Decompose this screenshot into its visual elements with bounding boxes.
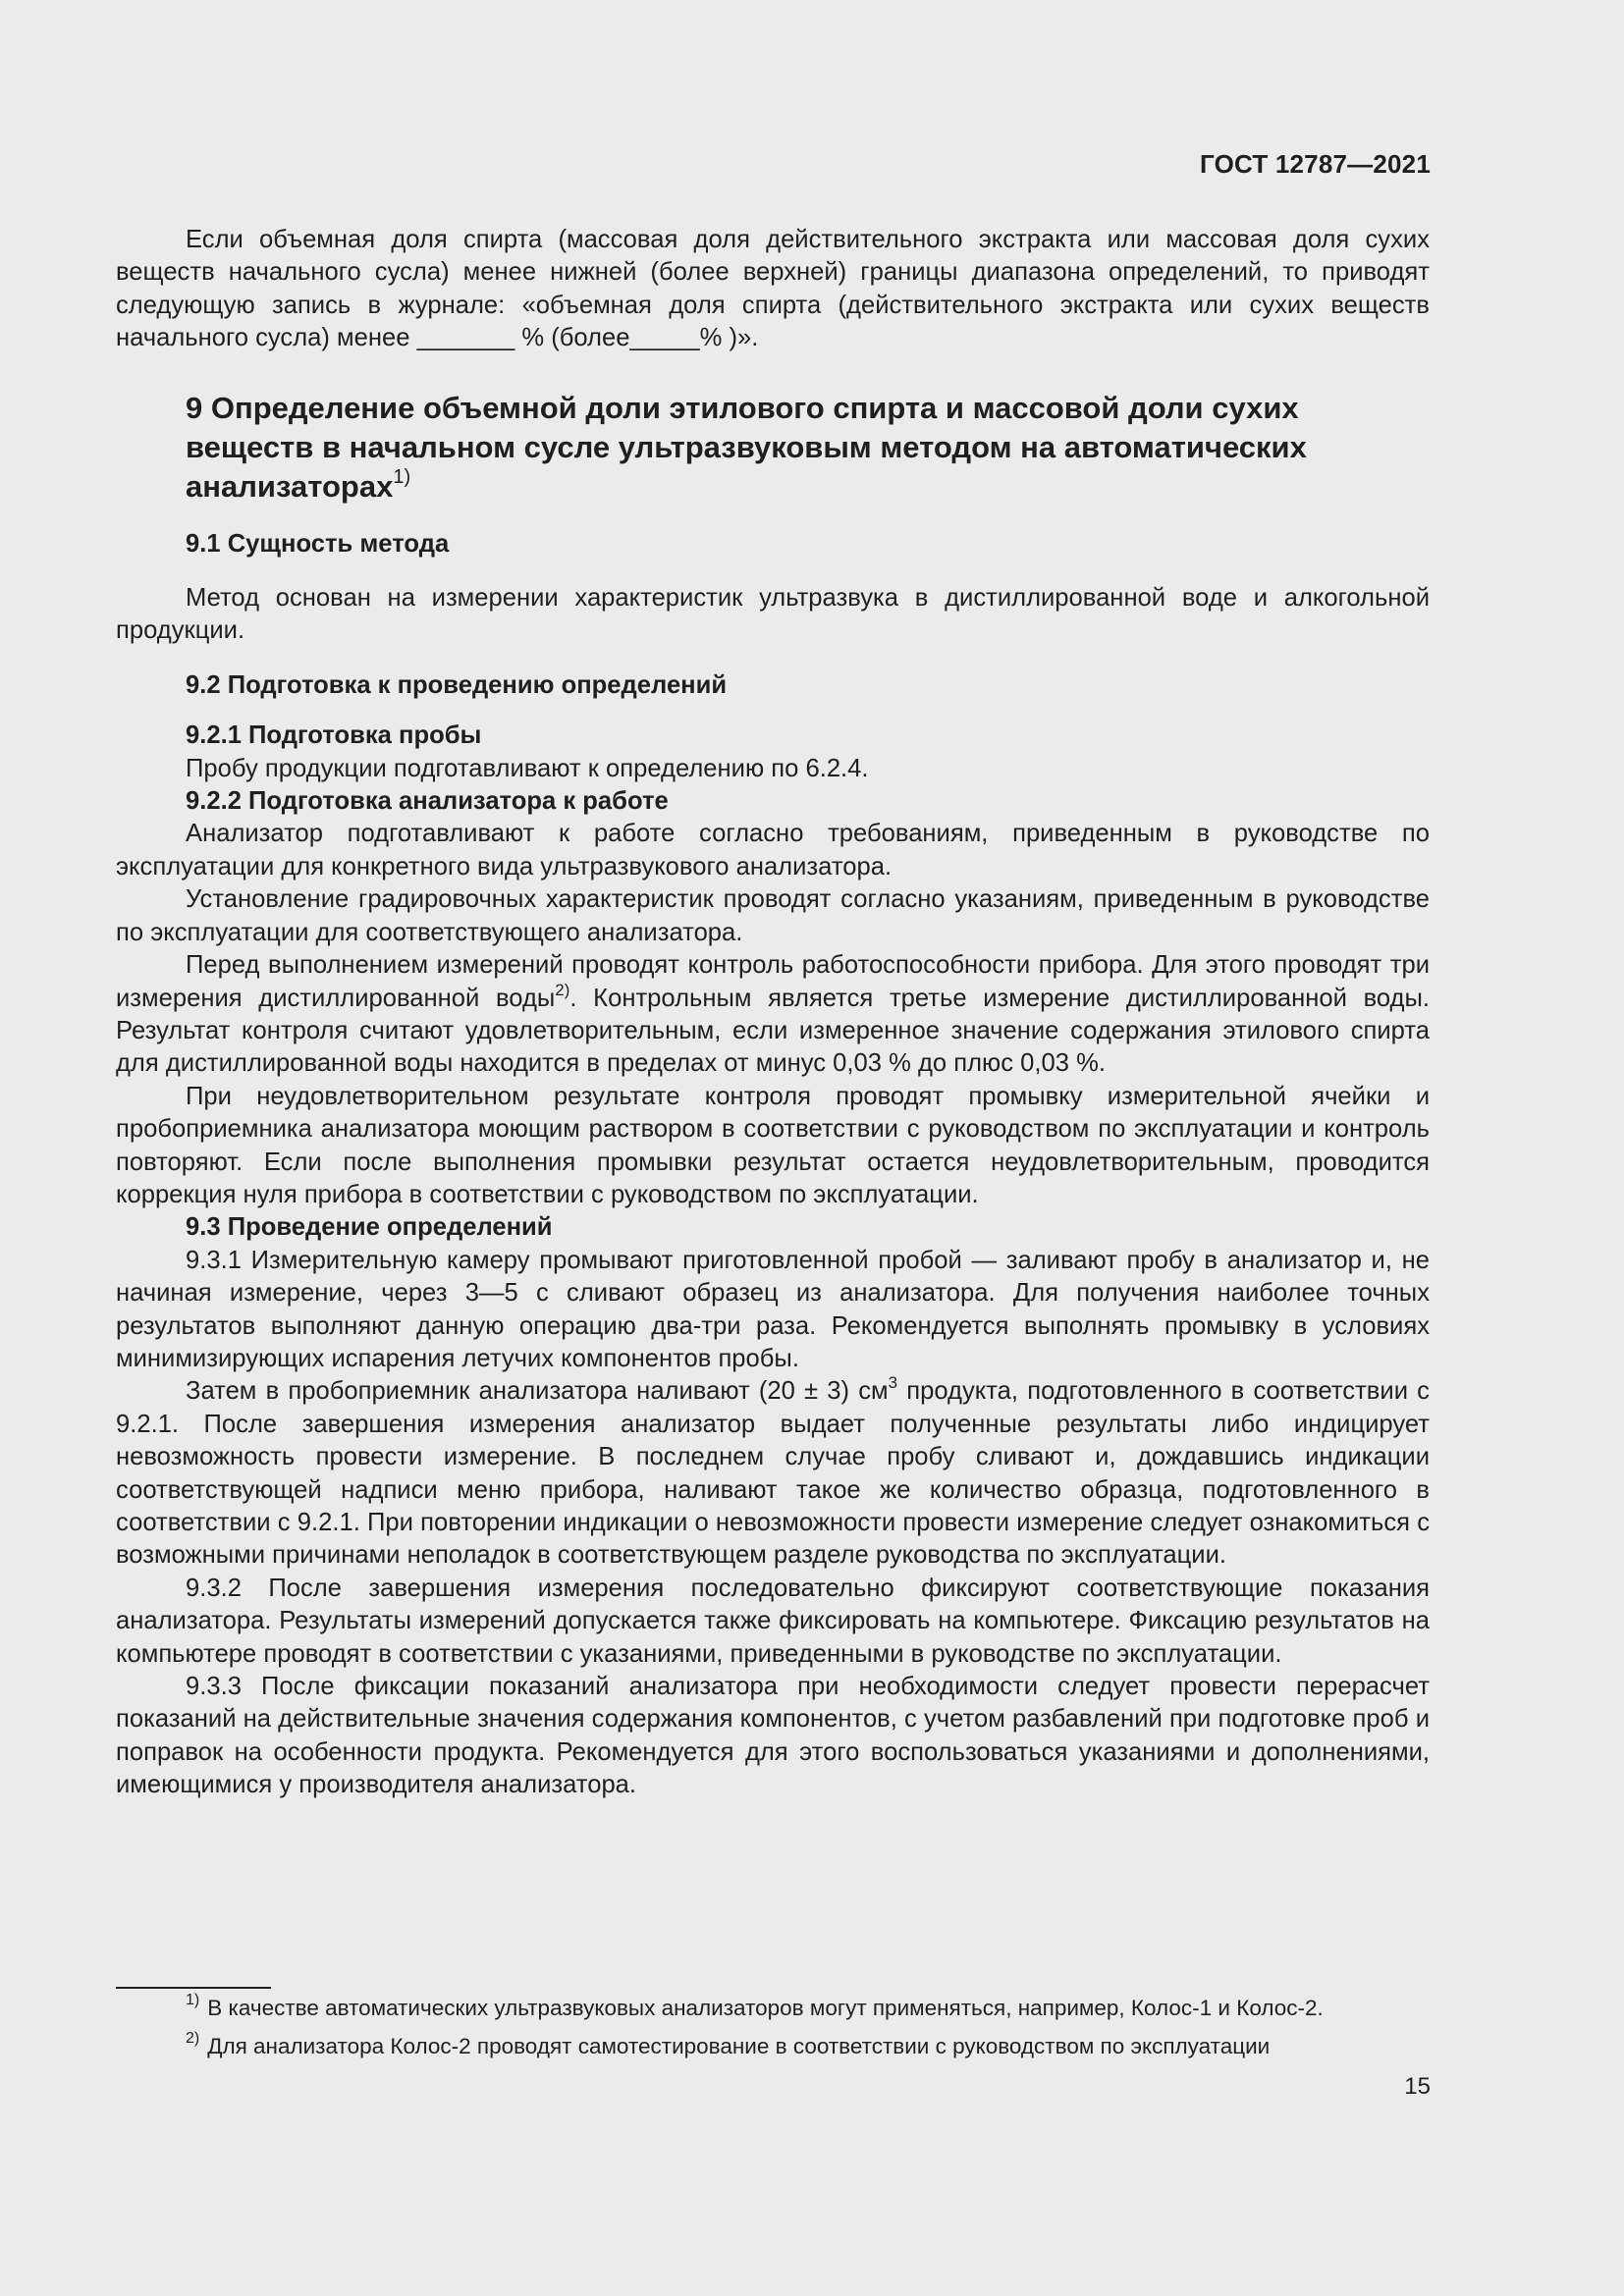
section-9-2-1-heading: 9.2.1 Подготовка пробы bbox=[186, 721, 482, 750]
paragraph-part-b: продукта, подготовленного в соответствии с 9.2.1. После завершения измерения анализатор выдает полученные результаты либо индицирует невозможность провести измерение. В последнем случае пробу сливают и, дождавшись индикации соответствующей надписи меню прибора, наливают такое же количество образца, подготовленного в соответствии с 9.2.1. При повторении индикации о невозможности провести измерение следует ознакомиться с возможными причинами неполадок в соответствующем разделе руководства по эксплуатации. bbox=[116, 1377, 1430, 1570]
section-9-title-text: 9 Определение объемной доли этилового спирта и массовой доли сухих веществ в начальном сусле ультразвуковым методом на автоматических анализаторах bbox=[186, 390, 1307, 504]
footnote-2-marker: 2) bbox=[186, 2030, 200, 2047]
footnote-1 bbox=[116, 1989, 1430, 2027]
section-9-3-1-paragraph: 9.3.1 Измерительную камеру промывают приготовленной пробой — заливают пробу в анализатор и, не начиная измерение, через 3—5 с сливают образец из анализатора. Для получения наиболее точных результатов выполняют данную операцию два-три раза. Рекомендуется выполнять промывку в условиях минимизирующих испарения летучих компонентов пробы. bbox=[116, 1246, 1430, 1372]
footnotes-area bbox=[116, 1987, 1430, 2065]
section-9-2-1-text: Пробу продукции подготавливают к определению по 6.2.4. bbox=[186, 754, 869, 782]
section-9-1-text: Метод основан на измерении характеристик ультразвука в дистиллированной воде и алкогольной продукции. bbox=[116, 584, 1430, 645]
footnote-2-text: Для анализатора Колос-2 проводят самотестирование в соответствии с руководством по эксплуатации bbox=[207, 2034, 1271, 2058]
section-9-3-2-paragraph: 9.3.2 После завершения измерения последовательно фиксируют соответствующие показания анализатора. Результаты измерений допускается также фиксировать на компьютере. Фиксацию результатов на компьютере проводят в соответствии с указаниями, приведенными в руководстве по эксплуатации. bbox=[116, 1574, 1430, 1668]
footnote-ref-1: 1) bbox=[393, 465, 411, 488]
footnote-1-marker: 1) bbox=[186, 1992, 200, 2008]
paragraph-3-part-a: Перед выполнением измерений проводят контроль работоспособности прибора. Для этого проводят три измерения дистиллированной воды bbox=[116, 951, 1430, 1012]
footnote-ref-2: 2) bbox=[555, 980, 570, 999]
section-9-2-2-paragraph-4: При неудовлетворительном результате контроля проводят промывку измерительной ячейки и пробоприемника анализатора моющим раствором в соответствии с руководством по эксплуатации и контроль повторяют. Если после выполнения промывки результат остается неудовлетворительным, проводится коррекция нуля прибора в соответствии с руководством по эксплуатации. bbox=[116, 1082, 1430, 1208]
section-9-3-1-paragraph-2 bbox=[116, 1375, 1430, 1572]
cubic-superscript: 3 bbox=[888, 1373, 898, 1393]
paragraph-3-part-b: . Контрольным является третье измерение дистиллированной воды. Результат контроля считают удовлетворительным, если измеренное значение содержания этилового спирта для дистиллированной воды находится в пределах от минус 0,03 % до плюс 0,03 %. bbox=[116, 984, 1430, 1078]
section-9-title bbox=[116, 389, 1430, 507]
page-number: 15 bbox=[1404, 2073, 1431, 2100]
document-code-header: ГОСТ 12787—2021 bbox=[1200, 149, 1431, 179]
section-9-3-3-paragraph: 9.3.3 После фиксации показаний анализатора при необходимости следует провести перерасчет показаний на действительные значения содержания компонентов, с учетом разбавлений при подготовке проб и поправок на особенности продукта. Рекомендуется для этого воспользоваться указаниями и дополнениями, имеющимися у производителя анализатора. bbox=[116, 1673, 1430, 1799]
footnote-2 bbox=[116, 2027, 1430, 2065]
section-9-3-heading: 9.3 Проведение определений bbox=[186, 1213, 553, 1242]
section-9-2-2-paragraph-2: Установление градировочных характеристик проводят согласно указаниям, приведенным в руководстве по эксплуатации для соответствующего анализатора. bbox=[116, 885, 1430, 946]
intro-paragraph: Если объемная доля спирта (массовая доля действительного экстракта или массовая доля сухих веществ начального сусла) менее нижней (более верхней) границы диапазона определений, то приводят следующую запись в журнале: «объемная доля спирта (действительного экстракта или сухих веществ начального сусла) менее _______ % (более_____% )». bbox=[116, 226, 1430, 352]
paragraph-part-a: Затем в пробоприемник анализатора наливают (20 ± 3) см bbox=[186, 1377, 889, 1406]
section-9-2-2-heading: 9.2.2 Подготовка анализатора к работе bbox=[186, 787, 669, 816]
section-9-1-heading: 9.1 Сущность метода bbox=[186, 529, 450, 558]
section-9-2-2-paragraph-1: Анализатор подготавливают к работе согласно требованиям, приведенным в руководстве по эксплуатации для конкретного вида ультразвукового анализатора. bbox=[116, 820, 1430, 881]
footnote-1-text: В качестве автоматических ультразвуковых анализаторов могут применяться, например, Колос-1 и Колос-2. bbox=[207, 1996, 1324, 2020]
section-9-2-2-paragraph-3 bbox=[116, 949, 1430, 1081]
page-body bbox=[116, 224, 1430, 1802]
section-9-2-heading: 9.2 Подготовка к проведению определений bbox=[186, 670, 728, 699]
